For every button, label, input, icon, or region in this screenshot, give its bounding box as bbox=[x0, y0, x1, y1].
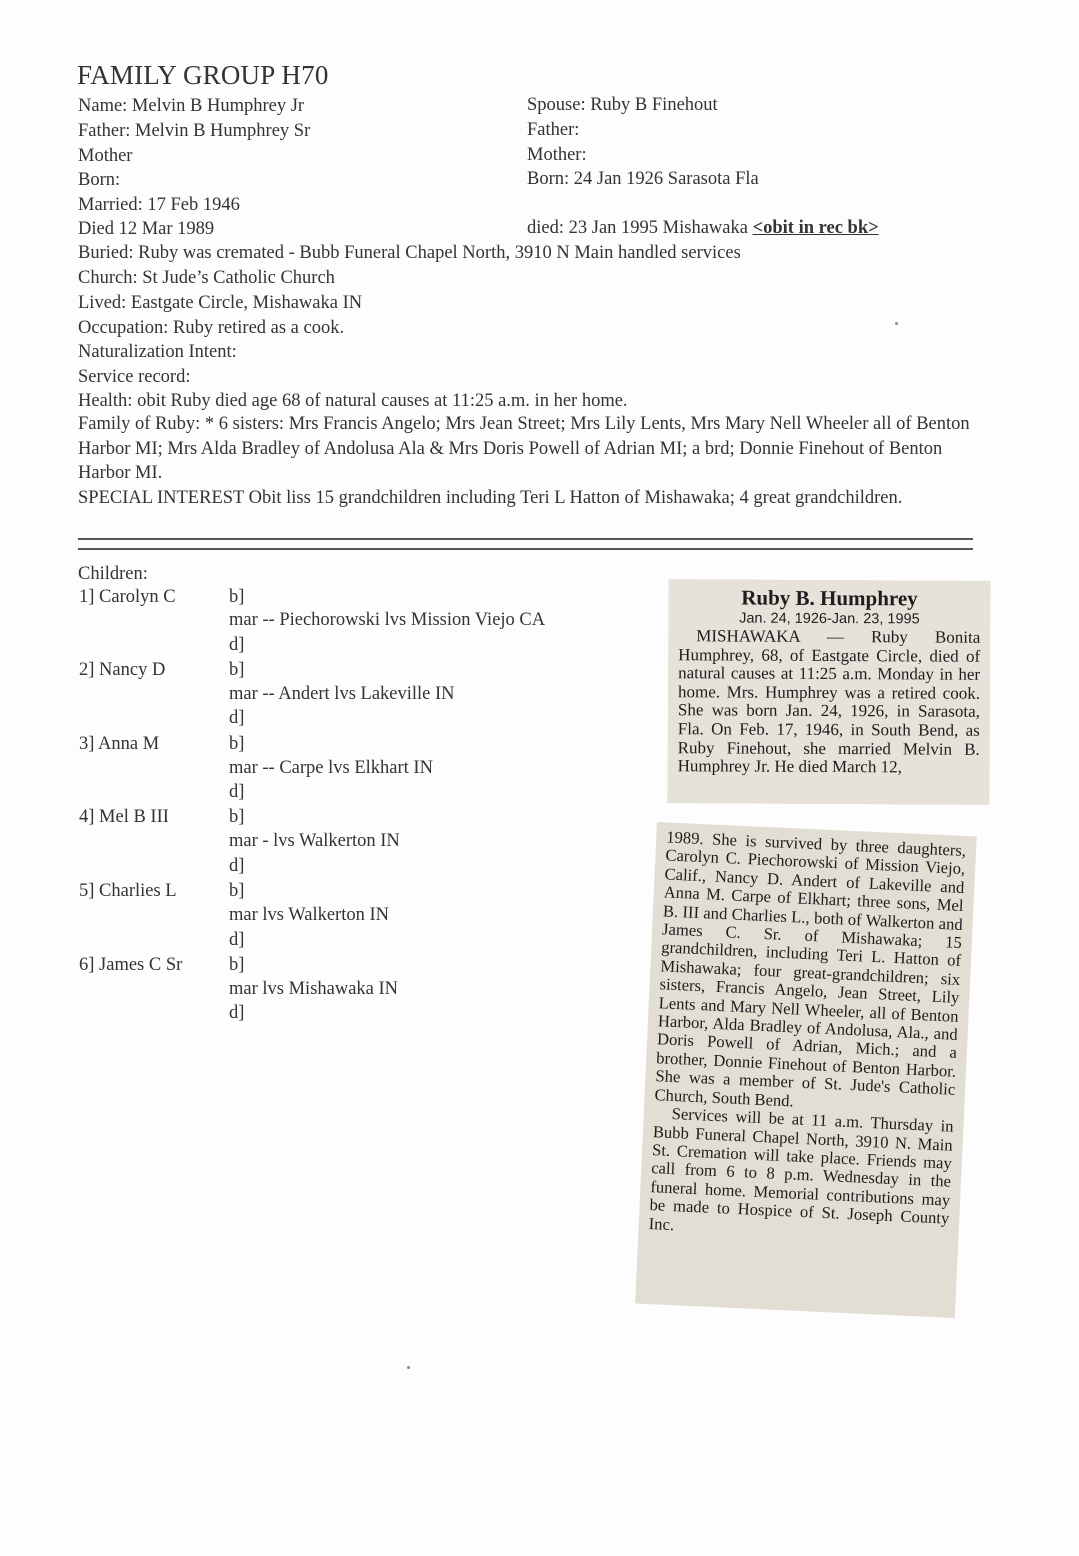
child-died: d] bbox=[229, 635, 245, 655]
child-died: d] bbox=[229, 708, 245, 728]
speck bbox=[407, 1366, 410, 1369]
naturalization-field: Naturalization Intent: bbox=[78, 342, 237, 362]
occupation-field: Occupation: Ruby retired as a cook. bbox=[78, 318, 345, 338]
children-label: Children: bbox=[78, 564, 148, 584]
child-born: b] bbox=[229, 807, 245, 827]
spouse-mother-field: Mother: bbox=[527, 145, 587, 165]
obit-link[interactable]: <obit in rec bk> bbox=[752, 218, 879, 238]
special-interest-field: SPECIAL INTEREST Obit liss 15 grandchildren including Teri L Hatton of Mishawaka; 4 great grandchildren. bbox=[78, 488, 903, 508]
family-field: Family of Ruby: * 6 sisters: Mrs Francis Angelo; Mrs Jean Street; Mrs Lily Lents, Mrs Mary Nell Wheeler all of Benton Harbor MI; Mrs Alda Bradley of Andolusa Ala & Mrs Doris Powell of Adrian MI; a brd; Donnie Finehout of Benton Harbor MI. bbox=[78, 414, 970, 483]
child-married: mar lvs Walkerton IN bbox=[229, 905, 390, 925]
obituary-text-part1: MISHAWAKA — Ruby Bonita Humphrey, 68, of Eastgate Circle, died of natural causes at 11:25 a.m. Monday in her home. Mrs. Humphrey was a retired cook. She was born Jan. 24, 1926, in Sarasota, Fla. On Feb. 17, 1946, in South Bend, as Ruby Finehout, she married Melvin B. Humphrey Jr. He died March 12, bbox=[677, 626, 981, 777]
mother-field: Mother bbox=[78, 146, 133, 166]
child-died: d] bbox=[229, 856, 245, 876]
spouse-field: Spouse: Ruby B Finehout bbox=[527, 95, 718, 115]
separator-line bbox=[78, 538, 973, 550]
child-married: mar -- Carpe lvs Elkhart IN bbox=[229, 758, 433, 778]
obituary-clipping-top bbox=[667, 579, 990, 805]
spouse-died-field bbox=[527, 216, 879, 240]
child-name: 6] James C Sr bbox=[79, 955, 183, 975]
lived-field: Lived: Eastgate Circle, Mishawaka IN bbox=[78, 293, 363, 313]
spouse-father-field: Father: bbox=[527, 120, 580, 140]
child-born: b] bbox=[229, 660, 245, 680]
service-record-field: Service record: bbox=[78, 367, 191, 387]
speck bbox=[895, 322, 898, 325]
child-name: 4] Mel B III bbox=[79, 807, 169, 827]
child-name: 2] Nancy D bbox=[79, 660, 166, 680]
obituary-dates: Jan. 24, 1926-Jan. 23, 1995 bbox=[739, 610, 920, 628]
buried-field: Buried: Ruby was cremated - Bubb Funeral Chapel North, 3910 N Main handled services bbox=[78, 243, 741, 263]
married-field: Married: 17 Feb 1946 bbox=[78, 195, 240, 215]
child-married: mar -- Andert lvs Lakeville IN bbox=[229, 684, 455, 704]
obituary-clipping-bottom bbox=[635, 822, 977, 1318]
child-died: d] bbox=[229, 1003, 245, 1023]
child-born: b] bbox=[229, 734, 245, 754]
child-married: mar -- Piechorowski lvs Mission Viejo CA bbox=[229, 610, 546, 630]
name-field: Name: Melvin B Humphrey Jr bbox=[78, 96, 305, 116]
page-title: FAMILY GROUP H70 bbox=[77, 60, 329, 90]
health-field: Health: obit Ruby died age 68 of natural causes at 11:25 a.m. in her home. bbox=[78, 391, 628, 411]
child-name: 1] Carolyn C bbox=[79, 587, 176, 607]
died-field: Died 12 Mar 1989 bbox=[78, 219, 215, 239]
child-name: 3] Anna M bbox=[79, 734, 160, 754]
obituary-heading: Ruby B. Humphrey bbox=[741, 585, 918, 611]
child-born: b] bbox=[229, 587, 245, 607]
obituary-text-part2: 1989. She is survived by three daughters, Carolyn C. Piechorowski of Mission Viejo, Calif., Nancy D. Andert of Lakeville and Anna M. Carpe of Elkhart; three sons, Mel B. III and Charlies L., both of Walkerton and James C. Sr. of Mishawaka; 15 grandchildren, including Teri L. Hatton of Mishawaka; four great-grandchildren; six sisters, Francis Angelo, Jean Street, Lily Lents and Mary Nell Wheeler, all of Benton Harbor, Alda Bradley of Andolusa, Ala., and Doris Powell of Adrian, Mich.; and a brother, Donnie Finehout of Benton Harbor. She was a member of St. Jude's Catholic Church, South Bend. bbox=[654, 827, 967, 1111]
born-field: Born: bbox=[78, 170, 121, 190]
child-name: 5] Charlies L bbox=[79, 881, 177, 901]
church-field: Church: St Jude’s Catholic Church bbox=[78, 268, 335, 288]
child-died: d] bbox=[229, 782, 245, 802]
spouse-died-text: died: 23 Jan 1995 Mishawaka bbox=[527, 218, 753, 238]
child-born: b] bbox=[229, 881, 245, 901]
child-died: d] bbox=[229, 930, 245, 950]
child-married: mar lvs Mishawaka IN bbox=[229, 979, 399, 999]
child-born: b] bbox=[229, 955, 245, 975]
spouse-born-field: Born: 24 Jan 1926 Sarasota Fla bbox=[527, 169, 759, 189]
obituary-text-part3: Services will be at 11 a.m. Thursday in Bubb Funeral Chapel North, 3910 N. Main St. Cremation will take place. Friends may call from 6 to 8 p.m. Wednesday in the funeral home. Memorial contributions may be made to Hospice of St. Joseph County Inc. bbox=[648, 1104, 954, 1234]
father-field: Father: Melvin B Humphrey Sr bbox=[78, 121, 311, 141]
child-married: mar - lvs Walkerton IN bbox=[229, 831, 400, 851]
